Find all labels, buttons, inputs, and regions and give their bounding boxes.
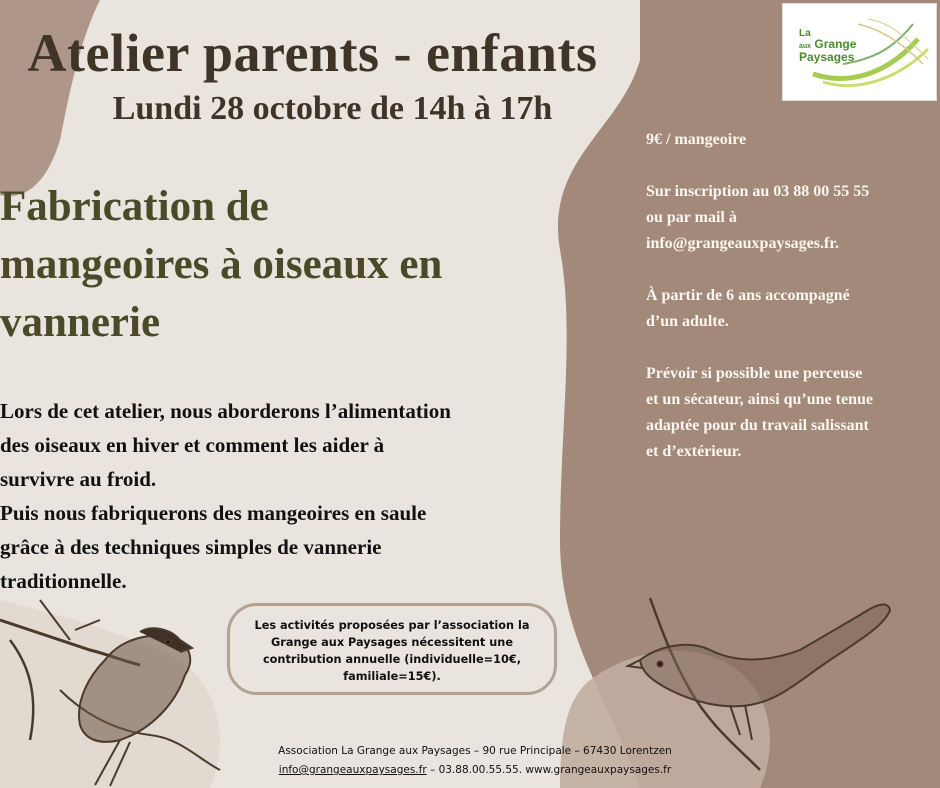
description-line: Lors de cet atelier, nous aborderons l’alimentation xyxy=(0,399,451,423)
equipment-line: et d’extérieur. xyxy=(646,443,742,460)
description-line: survivre au froid. xyxy=(0,467,157,491)
subtitle-line: vannerie xyxy=(0,299,161,346)
notice-line: Les activités proposées par l’association la xyxy=(254,619,530,632)
footer-contact xyxy=(205,761,745,780)
age-block xyxy=(646,283,936,335)
registration-email[interactable]: info@grangeauxpaysages.fr. xyxy=(646,235,839,252)
description-line: grâce à des techniques simples de vannerie xyxy=(0,535,382,559)
logo-line-3: Paysages xyxy=(799,50,855,64)
notice-line: familiale=15€). xyxy=(343,670,441,683)
age-line: À partir de 6 ans accompagné xyxy=(646,287,850,304)
notice-line: Grange aux Paysages nécessitent une xyxy=(270,636,513,649)
registration-line: ou par mail à xyxy=(646,209,737,226)
footer-address xyxy=(205,742,745,761)
footer xyxy=(205,742,745,780)
workshop-description xyxy=(0,394,580,598)
footer-email-link[interactable]: info@grangeauxpaysages.fr xyxy=(278,764,427,776)
description-line: des oiseaux en hiver et comment les aider à xyxy=(0,433,385,457)
price-block xyxy=(646,127,936,153)
side-info-panel xyxy=(646,127,936,491)
grange-aux-paysages-logo xyxy=(782,3,937,101)
equipment-line: adaptée pour du travail salissant xyxy=(646,417,869,434)
registration-block xyxy=(646,179,936,257)
page-title: Atelier parents - enfants xyxy=(27,23,598,83)
description-line: Puis nous fabriquerons des mangeoires en saule xyxy=(0,501,427,525)
contribution-notice xyxy=(227,603,557,695)
workshop-subtitle xyxy=(0,178,560,352)
description-line: traditionnelle. xyxy=(0,569,127,593)
equipment-line: Prévoir si possible une perceuse xyxy=(646,365,863,382)
subtitle-line: Fabrication de xyxy=(0,183,269,230)
event-date: Lundi 28 octobre de 14h à 17h xyxy=(112,90,553,127)
subtitle-line: mangeoires à oiseaux en xyxy=(0,241,443,288)
logo-small-word: aux xyxy=(799,43,812,50)
logo-text xyxy=(799,28,856,63)
equipment-block xyxy=(646,361,936,465)
age-line: d’un adulte. xyxy=(646,313,729,330)
price-text: 9€ / mangeoire xyxy=(646,131,747,148)
registration-line: Sur inscription au 03 88 00 55 55 xyxy=(646,183,870,200)
footer-address-text: Association La Grange aux Paysages – 90 rue Principale – 67430 Lorentzen xyxy=(278,745,672,757)
footer-contact-rest: – 03.88.00.55.55. www.grangeauxpaysages.fr xyxy=(426,764,672,776)
logo-grange: Grange xyxy=(814,37,857,51)
logo-line-1: La xyxy=(799,28,811,39)
equipment-line: et un sécateur, ainsi qu’une tenue xyxy=(646,391,873,408)
notice-line: contribution annuelle (individuelle=10€, xyxy=(262,653,522,666)
